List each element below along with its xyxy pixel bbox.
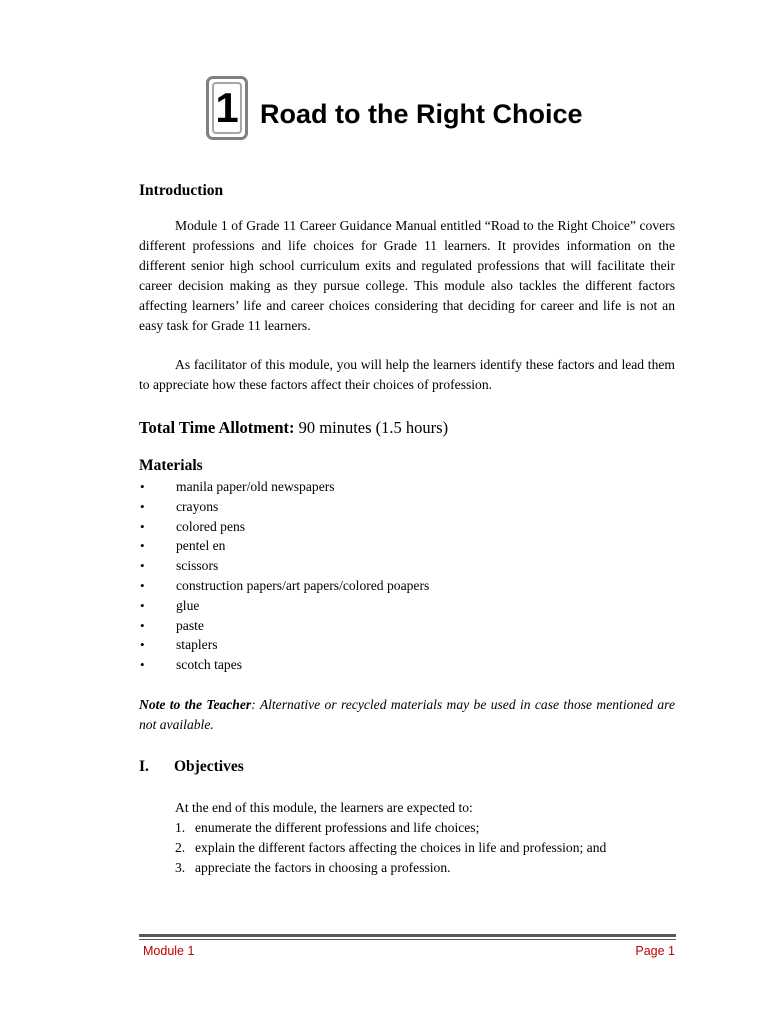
bullet-icon: •: [140, 538, 145, 554]
footer-page-number: Page 1: [635, 944, 675, 958]
teacher-note-text: : Alternative or recycled materials may be used in case those mentioned are not available.: [139, 697, 675, 732]
material-label: colored pens: [176, 518, 246, 534]
materials-heading: Materials: [139, 457, 203, 474]
material-label: crayons: [176, 498, 219, 514]
material-label: paste: [176, 617, 204, 633]
bullet-icon: •: [140, 577, 145, 593]
material-label: construction papers/art papers/colored poapers: [176, 577, 430, 593]
introduction-paragraph-2: As facilitator of this module, you will help the learners identify these factors and lead them to appreciate how these factors affect their choices of profession.: [139, 357, 675, 392]
list-item: [175, 838, 606, 858]
bullet-icon: •: [140, 479, 145, 494]
objectives-intro: At the end of this module, the learners are expected to:: [175, 800, 473, 815]
bullet-icon: •: [140, 558, 145, 574]
objective-number: 1.: [175, 820, 186, 835]
objective-text: explain the different factors affecting the choices in life and profession; and: [195, 840, 607, 855]
objective-text: appreciate the factors in choosing a profession.: [195, 860, 451, 875]
list-item: [139, 497, 429, 517]
introduction-paragraph-1: Module 1 of Grade 11 Career Guidance Manual entitled “Road to the Right Choice” covers different professions and life choices for Grade 11 learners. It provides information on the different senior high school curriculum exits and regulated professions that will facilitate their career decision making as they pursue college. This module also tackles the different factors affecting learners’ life and career choices considering that deciding for career and life is not an easy task for Grade 11 learners.: [139, 218, 675, 333]
bullet-icon: •: [140, 637, 145, 653]
objectives-list: [175, 818, 606, 878]
page-title: Road to the Right Choice: [260, 99, 583, 129]
teacher-note-label: Note to the Teacher: [139, 697, 252, 712]
time-allotment-label: Total Time Allotment:: [139, 418, 295, 437]
time-allotment-value: 90 minutes (1.5 hours): [298, 418, 449, 437]
objective-text: enumerate the different professions and life choices;: [195, 820, 480, 835]
bullet-icon: •: [140, 657, 145, 673]
objective-number: 2.: [175, 840, 186, 855]
list-item: [175, 818, 606, 838]
introduction-heading: Introduction: [139, 182, 224, 199]
time-allotment: [139, 417, 448, 439]
teacher-note: [139, 695, 675, 735]
list-item: [139, 596, 429, 616]
list-item: [139, 536, 429, 556]
module-number: 1: [212, 82, 242, 134]
footer-rule-thin: [139, 939, 676, 940]
material-label: manila paper/old newspapers: [176, 479, 335, 494]
material-label: scotch tapes: [176, 657, 243, 673]
objective-number: 3.: [175, 860, 186, 875]
module-number-badge: [206, 76, 248, 140]
bullet-icon: •: [140, 518, 145, 534]
material-label: staplers: [176, 637, 218, 653]
bullet-icon: •: [140, 498, 145, 514]
material-label: glue: [176, 597, 200, 613]
list-item: [139, 517, 429, 537]
material-label: scissors: [176, 558, 219, 574]
footer-rule: [139, 934, 676, 937]
list-item: [139, 635, 429, 655]
list-item: [139, 477, 429, 497]
list-item: [139, 576, 429, 596]
material-label: pentel en: [176, 538, 226, 554]
list-item: [139, 616, 429, 636]
objectives-numeral: I.: [139, 758, 149, 775]
list-item: [139, 556, 429, 576]
bullet-icon: •: [140, 597, 145, 613]
materials-list: [139, 477, 429, 675]
footer-module-label: Module 1: [143, 944, 195, 958]
bullet-icon: •: [140, 617, 145, 633]
list-item: [139, 655, 429, 675]
objectives-heading: Objectives: [174, 758, 244, 775]
list-item: [175, 858, 606, 878]
